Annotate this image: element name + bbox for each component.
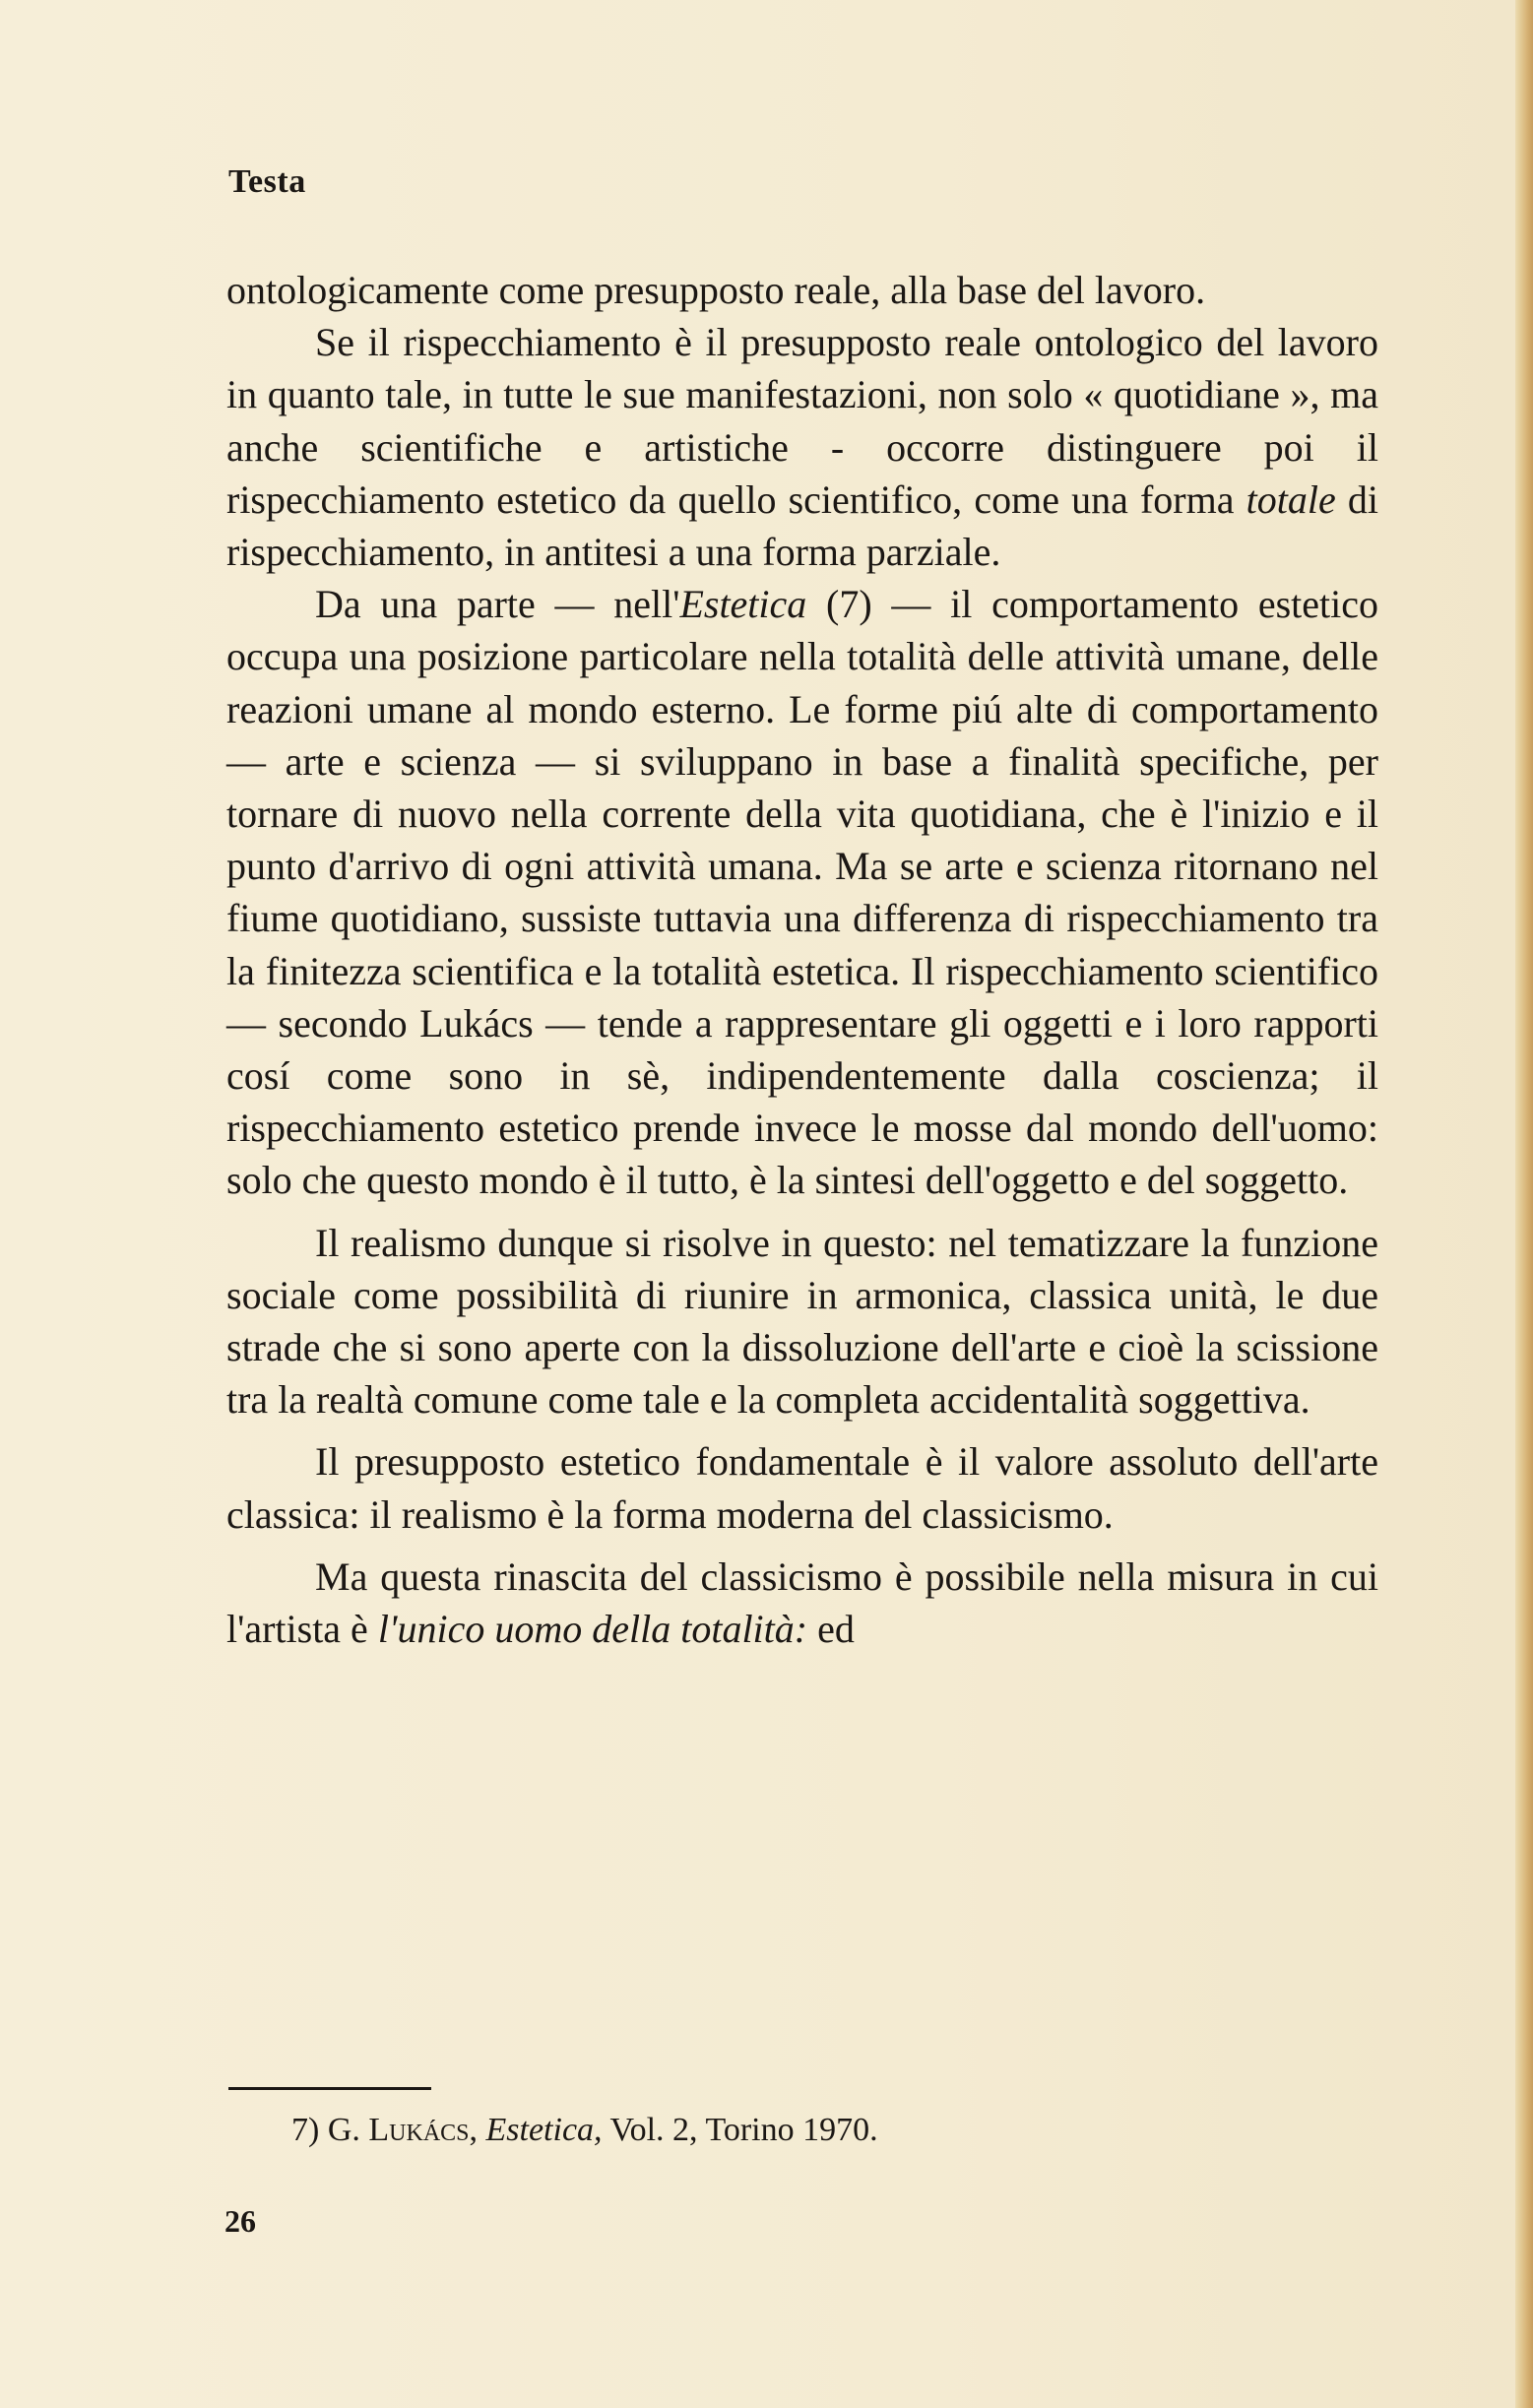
running-head: Testa <box>228 163 306 200</box>
footnote-author: Lukács, <box>368 2112 479 2148</box>
paragraph-6 <box>226 1551 1378 1655</box>
paragraph-2-text-a: Se il rispecchiamento è il presupposto reale ontologico del lavoro in quanto tale, in tutte le sue manifestazioni, non solo « quotidiane », ma anche scientifiche e artistiche - occorre distinguere poi il rispecchiamento estetico da quello scientifico, come una forma <box>226 320 1378 522</box>
footnote-rule <box>228 2087 431 2090</box>
paragraph-6-text-b: ed <box>807 1607 855 1652</box>
paragraph-2-text-b: di rispecchiamento, in antitesi a una forma parziale. <box>226 476 1378 575</box>
paragraph-3-text-a: Da una parte — nell' <box>315 582 680 627</box>
paragraph-6-text-a: Ma questa rinascita del classicismo è possibile nella misura in cui l'artista è <box>226 1553 1378 1652</box>
paragraph-3-text-b: (7) — il comportamento estetico occupa una posizione particolare nella totalità delle attività umane, delle reazioni umane al mondo esterno. Le forme piú alte di comportamento — arte e scienza — si sviluppano in base a finalità specifiche, per tornare di nuovo nella corrente della vita quotidiana, che è l'inizio e il punto d'arrivo di ogni attività umana. Ma se arte e scienza ritornano nel fiume quotidiano, sussiste tuttavia una differenza di rispecchiamento tra la finitezza scientifica e la totalità estetica. Il rispecchiamento scientifico — secondo Lukács — tende a rappresentare gli oggetti e i loro rapporti cosí come sono in sè, indipendentemente dalla coscienza; il rispecchiamento estetico prende invece le mosse dal mondo dell'uomo: solo che questo mondo è il tutto, è la sintesi dell'oggetto e del soggetto. <box>226 582 1378 1203</box>
paragraph-2 <box>226 316 1378 578</box>
footnote-number: 7) <box>291 2112 320 2148</box>
paragraph-2-emphasis: totale <box>1246 476 1336 522</box>
footnote-initial: G. <box>327 2112 360 2148</box>
paragraph-6-emphasis: l'unico uomo della totalità: <box>377 1607 808 1652</box>
paragraph-3 <box>226 578 1378 1206</box>
footnote-title: Estetica, <box>485 2112 603 2148</box>
body-text <box>226 264 1378 1655</box>
footnote-rest: Vol. 2, Torino 1970. <box>609 2112 878 2148</box>
paragraph-3-emphasis: Estetica <box>679 582 807 627</box>
page-number: 26 <box>224 2203 256 2239</box>
footnote <box>291 2109 878 2152</box>
page-edge <box>1515 0 1533 2408</box>
paragraph-1: ontologicamente come presupposto reale, alla base del lavoro. <box>226 268 1206 312</box>
paragraph-5: Il presupposto estetico fondamentale è il valore assoluto dell'arte classica: il realismo è la forma moderna del classicismo. <box>226 1439 1378 1537</box>
paragraph-4: Il realismo dunque si risolve in questo: nel tematizzare la funzione sociale come possibilità di riunire in armonica, classica unità, le due strade che si sono aperte con la dissoluzione dell'arte e cioè la scissione tra la realtà comune come tale e la completa accidentalità soggettiva. <box>226 1220 1378 1423</box>
